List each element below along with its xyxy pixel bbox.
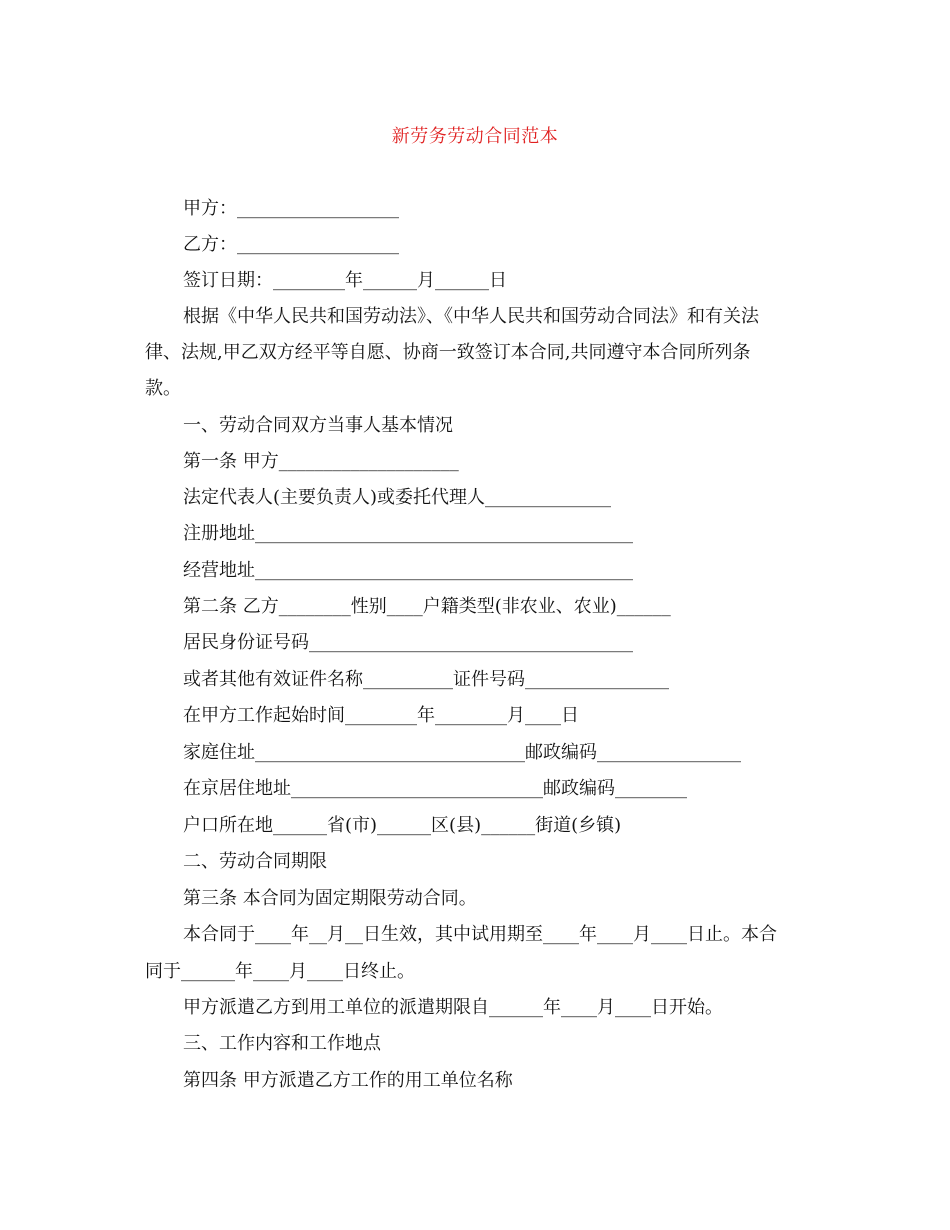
section-1-heading: 一、劳动合同双方当事人基本情况: [183, 415, 453, 436]
intro-paragraph-line-1: 根据《中华人民共和国劳动法》、《中华人民共和国劳动合同法》和有关法: [183, 306, 759, 327]
intro-paragraph-line-2: 律、法规,甲乙双方经平等自愿、协商一致签订本合同,共同遵守本合同所列条: [145, 342, 751, 363]
dispatch-period-line: 甲方派遣乙方到用工单位的派遣期限自______年____月____日开始。: [183, 997, 723, 1018]
term-paragraph-line-1: 本合同于____年__月__日生效，其中试用期至____年____月____日止。本合: [183, 924, 777, 945]
document-title: 新劳务劳动合同范本: [391, 126, 559, 147]
registered-address-line: 注册地址__________________________________________: [183, 523, 633, 544]
sign-date-line: 签订日期：________年______月______日: [183, 270, 507, 291]
party-a-line: 甲方：__________________: [183, 198, 399, 219]
id-number-line: 居民身份证号码____________________________________: [183, 632, 633, 653]
intro-paragraph-line-3: 款。: [145, 378, 181, 399]
article-2-party-b: 第二条 乙方________性别____户籍类型(非农业、农业)______: [183, 596, 671, 617]
business-address-line: 经营地址__________________________________________: [183, 560, 633, 581]
section-2-heading: 二、劳动合同期限: [183, 851, 327, 872]
legal-representative-line: 法定代表人(主要负责人)或委托代理人______________: [183, 487, 612, 508]
home-address-line: 家庭住址______________________________邮政编码________________: [183, 742, 741, 763]
article-1-party-a: 第一条 甲方____________________: [183, 451, 459, 472]
section-3-heading: 三、工作内容和工作地点: [183, 1033, 381, 1054]
term-paragraph-line-2: 同于______年____月____日终止。: [145, 961, 415, 982]
household-registration-line: 户口所在地______省(市)______区(县)______街道(乡镇): [183, 815, 622, 836]
beijing-address-line: 在京居住地址____________________________邮政编码________: [183, 778, 687, 799]
article-4-line: 第四条 甲方派遣乙方工作的用工单位名称: [183, 1070, 513, 1091]
party-b-line: 乙方：__________________: [183, 234, 399, 255]
start-date-line: 在甲方工作起始时间________年________月____日: [183, 705, 579, 726]
article-3-line: 第三条 本合同为固定期限劳动合同。: [183, 888, 477, 909]
other-id-line: 或者其他有效证件名称__________证件号码________________: [183, 669, 669, 690]
